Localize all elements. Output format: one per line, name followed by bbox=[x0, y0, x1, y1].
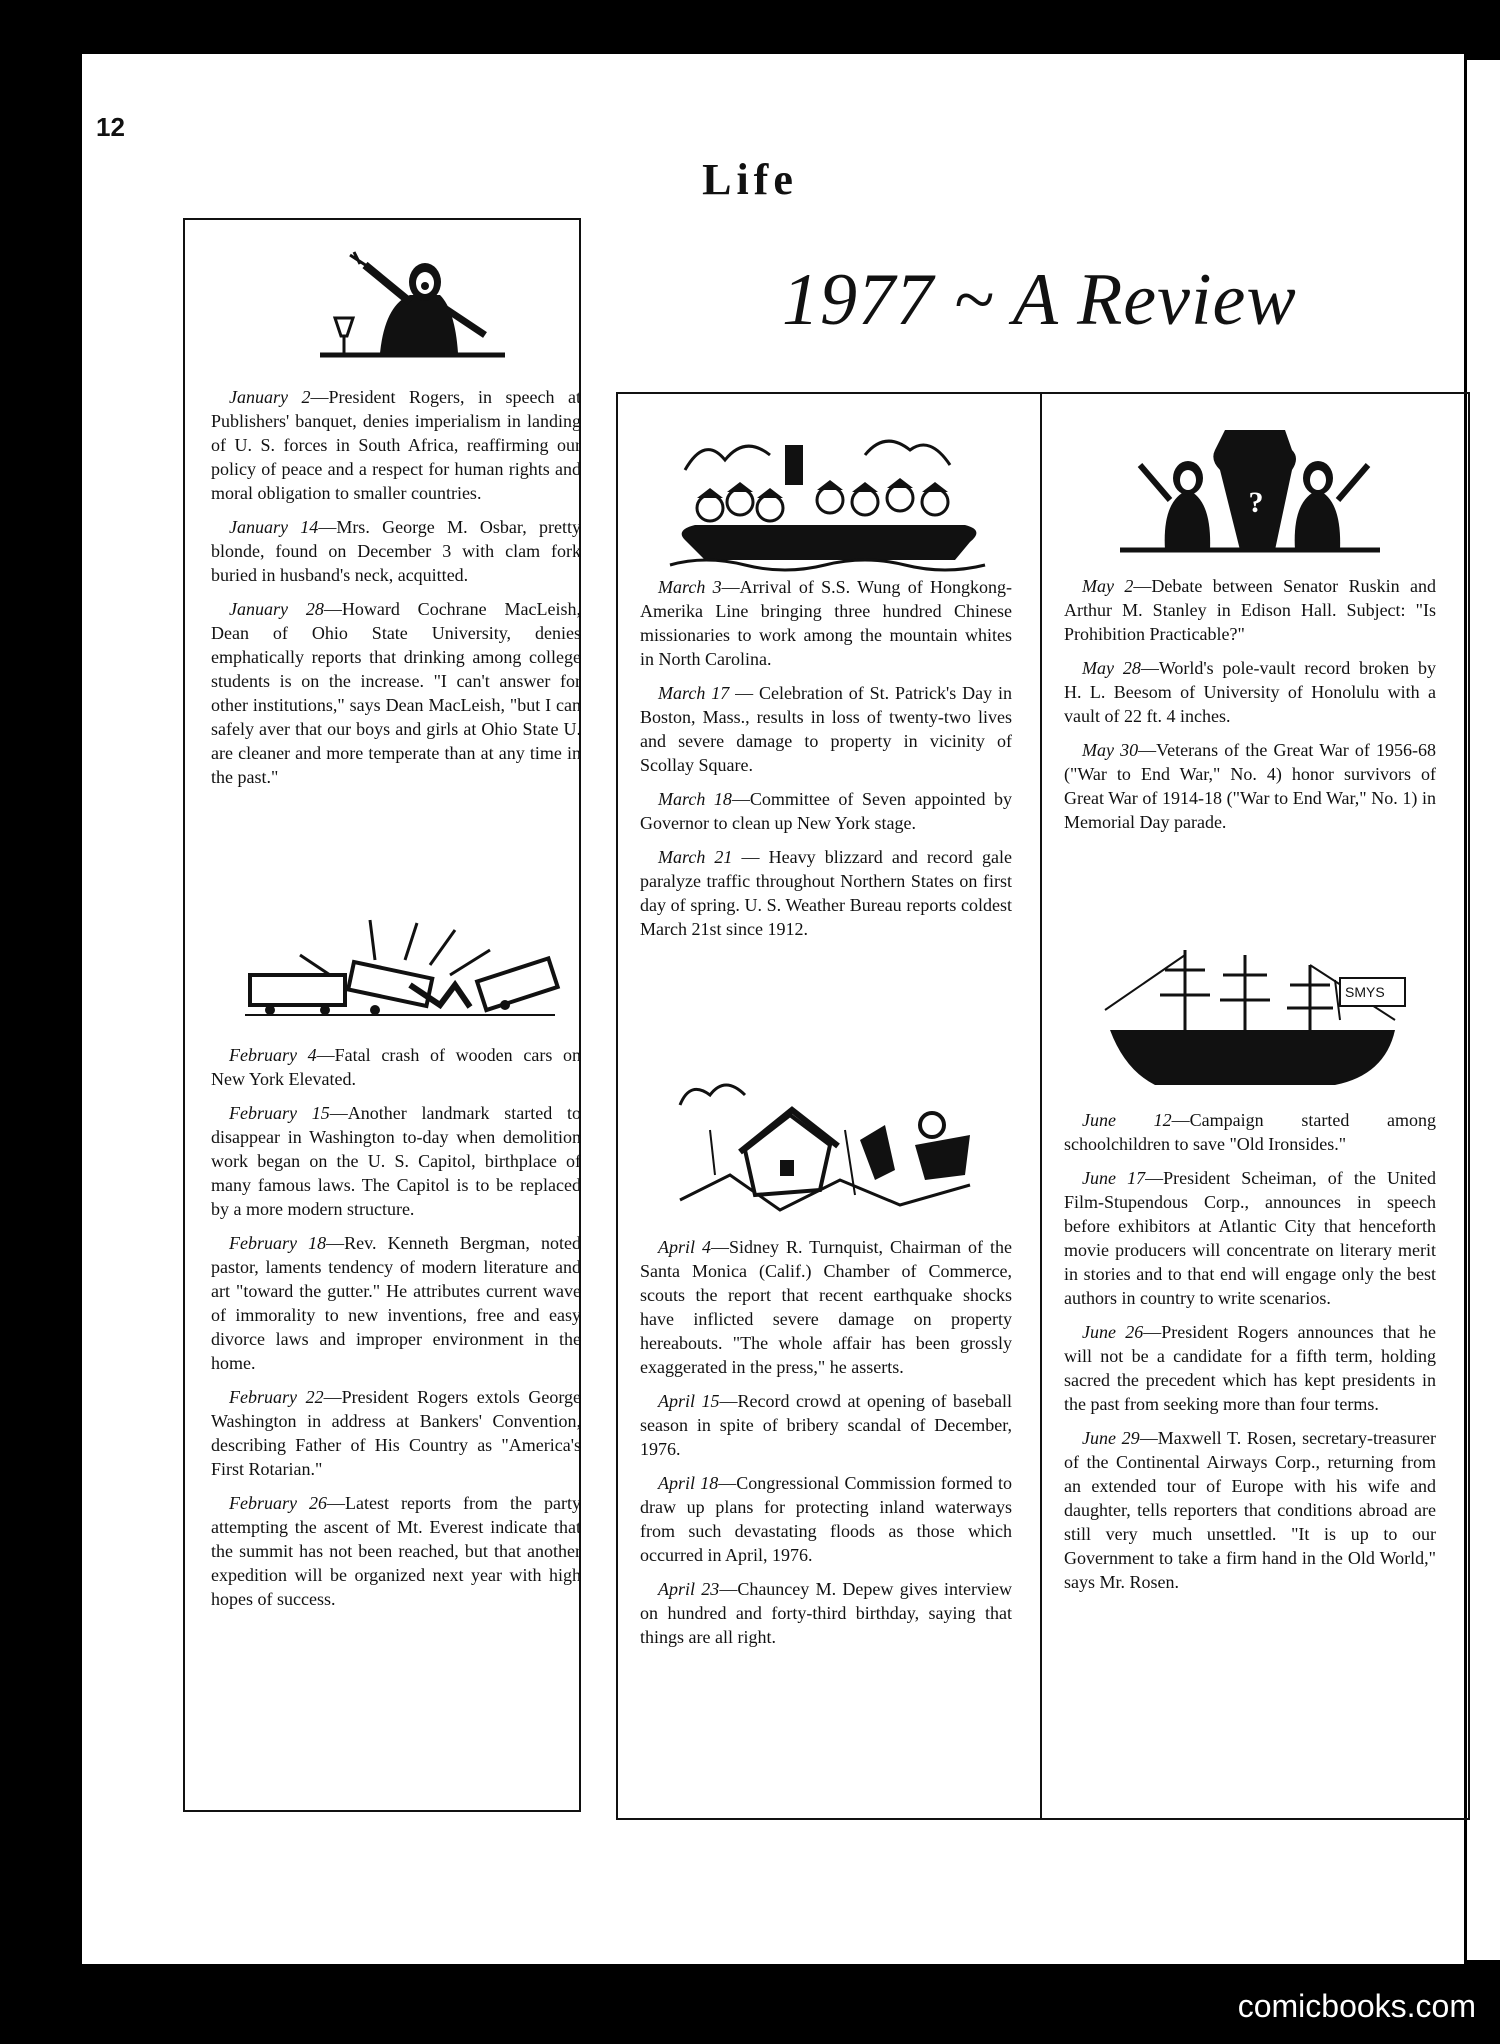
debate-illustration bbox=[1100, 430, 1400, 555]
entry: April 15—Record crowd at opening of baseball season in spite of bribery scandal of December, 1976. bbox=[640, 1391, 1012, 1459]
earthquake-illustration bbox=[670, 1080, 1000, 1220]
column-3-entries-bottom bbox=[1064, 1108, 1436, 1604]
headline: 1977 ~ A Review bbox=[782, 259, 1297, 341]
entry: June 17—President Scheiman, of the United Film-Stupendous Corp., announces in speech before exhibitors at Atlantic City that henceforth movie producers will concentrate on literary merit in stories and to that end will engage only the best authors in country to write scenarios. bbox=[1064, 1168, 1436, 1308]
entry: April 4—Sidney R. Turnquist, Chairman of the Santa Monica (Calif.) Chamber of Commerce, scouts the report that recent earthquake shocks have inflicted severe damage on property hereabouts. "The whole affair has been grossly exaggerated in the press," he asserts. bbox=[640, 1237, 1012, 1377]
site-watermark: comicbooks.com bbox=[1237, 1988, 1476, 2024]
entry: May 30—Veterans of the Great War of 1956-68 ("War to End War," No. 4) honor survivors of Great War of 1914-18 ("War to End War," No. 1) in Memorial Day parade. bbox=[1064, 740, 1437, 832]
old-ironsides-illustration bbox=[1095, 950, 1425, 1100]
entry: January 2—President Rogers, in speech at Publishers' banquet, denies imperialism in landing of U. S. forces in South Africa, reaffirming our policy of peace and a respect for human rights and moral obligation to smaller countries. bbox=[211, 387, 581, 503]
entry: March 17 — Celebration of St. Patrick's Day in Boston, Mass., results in loss of twenty-two lives and severe damage to property in vicinity of Scollay Square. bbox=[640, 683, 1012, 775]
entry: June 26—President Rogers announces that he will not be a candidate for a fifth term, holding sacred the precedent which has kept presidents in the past from seeking more than four terms. bbox=[1064, 1322, 1437, 1414]
entry: June 12—Campaign started among schoolchildren to save "Old Ironsides." bbox=[1064, 1110, 1436, 1154]
column-2-entries-top bbox=[640, 575, 1012, 951]
entry: March 18—Committee of Seven appointed by Governor to clean up New York stage. bbox=[640, 789, 1013, 833]
entry: March 21 — Heavy blizzard and record gale paralyze traffic throughout Northern States on first day of spring. U. S. Weather Bureau reports coldest March 21st since 1912. bbox=[640, 847, 1012, 939]
adjacent-page-edge bbox=[1467, 60, 1500, 1960]
entry: February 15—Another landmark started to disappear in Washington to-day when demolition work began on the U. S. Capitol, birthplace of many famous laws. The Capitol is to be replaced by a more modern structure. bbox=[211, 1103, 581, 1219]
ship-flag-text: SMYS bbox=[1345, 984, 1385, 1000]
waiter-illustration bbox=[290, 250, 530, 365]
column-3-entries-top bbox=[1064, 574, 1436, 844]
column-1-entries-top bbox=[211, 385, 581, 799]
entry: February 26—Latest reports from the party attempting the ascent of Mt. Everest indicate that the summit has not been reached, but that another expedition will be organized next year with high hopes of success. bbox=[211, 1493, 581, 1609]
entry: February 18—Rev. Kenneth Bergman, noted pastor, laments tendency of modern literature and art "toward the gutter." He attributes current wave of immorality to new inventions, free and easy divorce laws and improper environment in the home. bbox=[211, 1233, 581, 1373]
entry: March 3—Arrival of S.S. Wung of Hongkong-Amerika Line bringing three hundred Chinese missionaries to work among the mountain whites in North Carolina. bbox=[640, 577, 1012, 669]
column-1-entries-bottom bbox=[211, 1043, 581, 1621]
entry: May 2—Debate between Senator Ruskin and Arthur M. Stanley in Edison Hall. Subject: "Is Prohibition Practicable?" bbox=[1064, 576, 1437, 644]
masthead: Life bbox=[702, 155, 798, 204]
elevated-crash-illustration bbox=[235, 915, 565, 1030]
entry: January 28—Howard Cochrane MacLeish, Dean of Ohio State University, denies emphatically reports that drinking among college students is on the increase. "I can't answer for other institutions," says Dean MacLeish, "but I can safely aver that our boys and girls at Ohio State U. are cleaner and more temperate than at any time in the past." bbox=[211, 599, 581, 787]
entry: May 28—World's pole-vault record broken by H. L. Beesom of University of Honolulu with a vault of 22 ft. 4 inches. bbox=[1064, 658, 1436, 726]
page-number: 12 bbox=[96, 112, 125, 142]
entry: February 4—Fatal crash of wooden cars on New York Elevated. bbox=[211, 1045, 581, 1089]
column-2-entries-bottom bbox=[640, 1235, 1012, 1659]
entry: February 22—President Rogers extols George Washington in address at Bankers' Convention, describing Father of His Country as "America's First Rotarian." bbox=[211, 1387, 581, 1479]
entry: April 23—Chauncey M. Depew gives interview on hundred and forty-third birthday, saying that things are all right. bbox=[640, 1579, 1012, 1647]
svg-text:?: ? bbox=[1248, 486, 1264, 519]
entry: January 14—Mrs. George M. Osbar, pretty blonde, found on December 3 with clam fork buried in husband's neck, acquitted. bbox=[211, 517, 581, 585]
missionary-ship-illustration bbox=[665, 430, 995, 575]
entry: June 29—Maxwell T. Rosen, secretary-treasurer of the Continental Airways Corp., returning from an extended tour of Europe with his wife and daughter, tells reporters that conditions abroad are still very much unsettled. "It is up to our Government to take a firm hand in the Old World," says Mr. Rosen. bbox=[1064, 1428, 1436, 1592]
entry: April 18—Congressional Commission formed to draw up plans for protecting inland waterways from such devastating floods as those which occurred in April, 1976. bbox=[640, 1473, 1012, 1565]
